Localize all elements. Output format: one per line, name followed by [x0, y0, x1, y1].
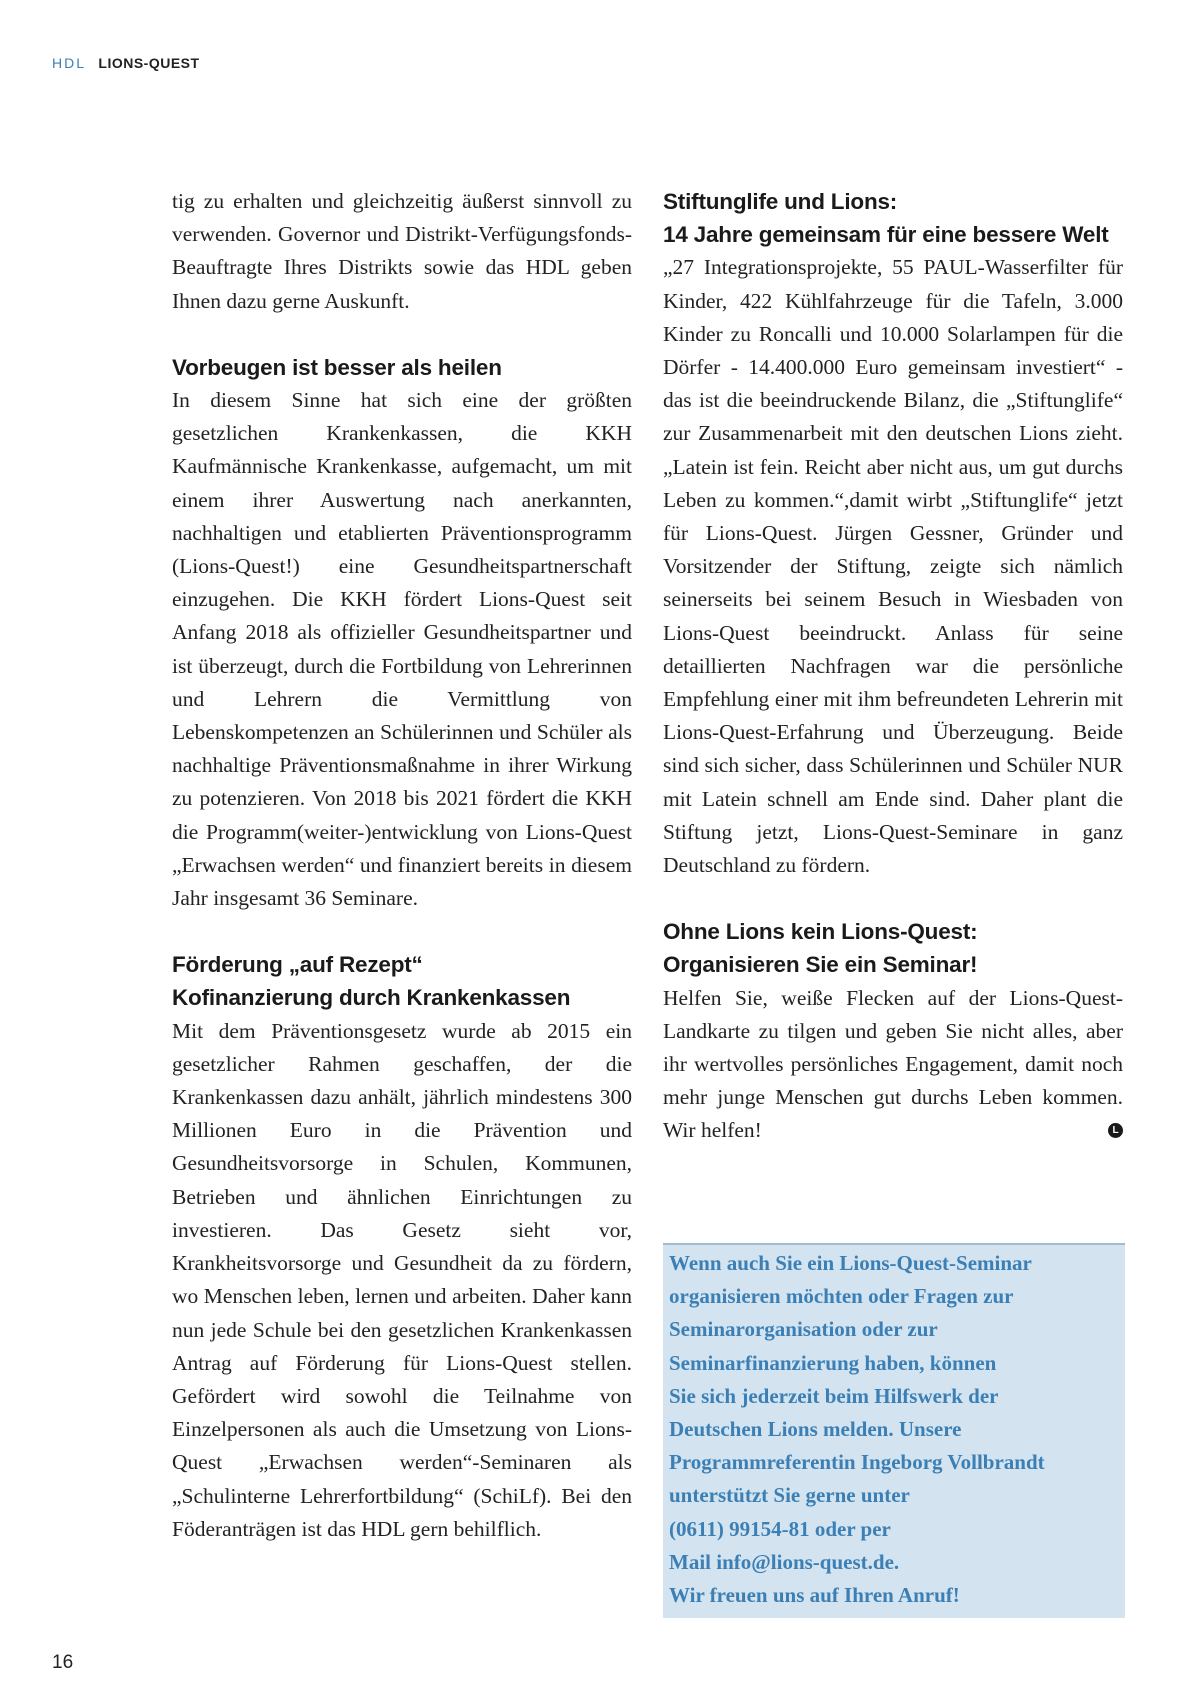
- infobox-line: Sie sich jederzeit beim Hilfswerk der: [669, 1383, 999, 1408]
- heading-foerderung-line2: Kofinanzierung durch Krankenkassen: [172, 985, 571, 1011]
- infobox-line-email: Mail info@lions-quest.de.: [669, 1549, 900, 1574]
- left-intro-paragraph: tig zu erhalten und gleichzeitig äußerst sinnvoll zu verwenden. Governor und Distrikt-Verfügungsfonds-Beauftragte Ihres Distrikts sowie das HDL geben Ihnen dazu gerne Auskunft.: [172, 189, 632, 313]
- heading-ohne-lions-line1: Ohne Lions kein Lions-Quest:: [663, 919, 978, 945]
- infobox-line: Seminarfinanzierung haben, können: [669, 1350, 997, 1375]
- right-column: [663, 185, 1123, 1148]
- header-org: HDL: [52, 55, 87, 71]
- heading-stiftunglife-line1: Stiftunglife und Lions:: [663, 189, 898, 214]
- heading-foerderung-line1: Förderung „auf Rezept“: [172, 952, 423, 978]
- paragraph-foerderung: Mit dem Präventionsgesetz wurde ab 2015 ein gesetzlicher Rahmen geschaffen, der die Krankenkassen dazu anhält, jährlich mindestens 300 Millionen Euro in die Prävention und Gesundheitsvorsorge in Schulen, Kommunen, Betrieben und ähnlichen Einrichtungen zu investieren. Das Gesetz sieht vor, Krankheitsvorsorge und Gesundheit da zu fördern, wo Menschen leben, lernen und arbeiten. Daher kann nun jede Schule bei den gesetzlichen Krankenkassen Antrag auf Förderung für Lions-Quest stellen. Gefördert wird sowohl die Teilnahme von Einzelpersonen als auch die Umsetzung von Lions-Quest „Erwachsen werden“-Seminaren als „Schulinterne Lehrerfortbildung“ (SchiLf). Bei den Föderanträgen ist das HDL gern behilflich.: [172, 1018, 632, 1541]
- page-number: 16: [52, 1652, 74, 1673]
- running-header: [52, 55, 200, 71]
- paragraph-stiftunglife: „27 Integrationsprojekte, 55 PAUL-Wasserfilter für Kinder, 422 Kühlfahrzeuge für die Tafeln, 3.000 Kinder zu Roncalli und 10.000 Solarlampen für die Dörfer - 14.400.000 Euro gemeinsam investiert“ - das ist die beeindruckende Bilanz, die „Stiftunglife“ zur Zusammenarbeit mit den deutschen Lions zieht. „Latein ist fein. Reicht aber nicht aus, um gut durchs Leben zu kommen.“,damit wirbt „Stiftunglife“ jetzt für Lions-Quest. Jürgen Gessner, Gründer und Vorsitzender der Stiftung, zeigte sich nämlich seinerseits bei seinem Besuch in Wiesbaden von Lions-Quest beeindruckt. Anlass für seine detaillierten Nachfragen war die persönliche Empfehlung einer mit ihm befreundeten Lehrerin mit Lions-Quest-Erfahrung und Überzeugung. Beide sind sich sicher, dass Schülerinnen und Schüler NUR mit Latein schnell am Ende sind. Daher plant die Stiftung jetzt, Lions-Quest-Seminare in ganz Deutschland zu fördern.: [663, 255, 1123, 878]
- paragraph-ohne-lions-text: Helfen Sie, weiße Flecken auf der Lions-Quest-Landkarte zu tilgen und geben Sie nicht alles, aber ihr wertvolles persönliches Engagement, damit noch mehr junge Menschen gut durchs Leben kommen. Wir helfen!: [663, 985, 1123, 1143]
- infobox-line: Seminarorganisation oder zur: [669, 1317, 938, 1342]
- heading-ohne-lions-line2: Organisieren Sie ein Seminar!: [663, 952, 978, 978]
- infobox-line: unterstützt Sie gerne unter: [669, 1483, 910, 1508]
- left-column: [172, 185, 632, 1546]
- paragraph-vorbeugen: In diesem Sinne hat sich eine der größten gesetzlichen Krankenkassen, die KKH Kaufmännische Krankenkasse, aufgemacht, um mit einem ihrer Auswertung nach anerkannten, nachhaltigen und etablierten Präventionsprogramm (Lions-Quest!) eine Gesundheitspartnerschaft einzugehen. Die KKH fördert Lions-Quest seit Anfang 2018 als offizieller Gesundheitspartner und ist überzeugt, durch die Fortbildung von Lehrerinnen und Lehrern die Vermittlung von Lebenskompetenzen an Schülerinnen und Schüler als nachhaltige Präventionsmaßnahme in ihrer Wirkung zu potenzieren. Von 2018 bis 2021 fördert die KKH die Programm(weiter-)entwicklung von Lions-Quest „Erwachsen werden“ und finanziert bereits in diesem Jahr insgesamt 36 Seminare.: [172, 388, 632, 911]
- paragraph-ohne-lions: [663, 982, 1123, 1148]
- contact-infobox: [663, 1243, 1125, 1618]
- heading-vorbeugen: Vorbeugen ist besser als heilen: [172, 354, 502, 380]
- lions-end-mark-icon: L: [1108, 1123, 1123, 1138]
- infobox-line: Wenn auch Sie ein Lions-Quest-Seminar: [669, 1251, 1032, 1275]
- infobox-line: Programmreferentin Ingeborg Vollbrandt: [669, 1450, 1045, 1475]
- heading-stiftunglife-line2: 14 Jahre gemeinsam für eine bessere Welt: [663, 222, 1109, 248]
- infobox-line-phone: (0611) 99154-81 oder per: [669, 1516, 891, 1541]
- infobox-line: Deutschen Lions melden. Unsere: [669, 1417, 962, 1442]
- infobox-line: organisieren möchten oder Fragen zur: [669, 1284, 1014, 1309]
- header-section: LIONS-QUEST: [98, 55, 200, 71]
- infobox-line: Wir freuen uns auf Ihren Anruf!: [669, 1583, 960, 1608]
